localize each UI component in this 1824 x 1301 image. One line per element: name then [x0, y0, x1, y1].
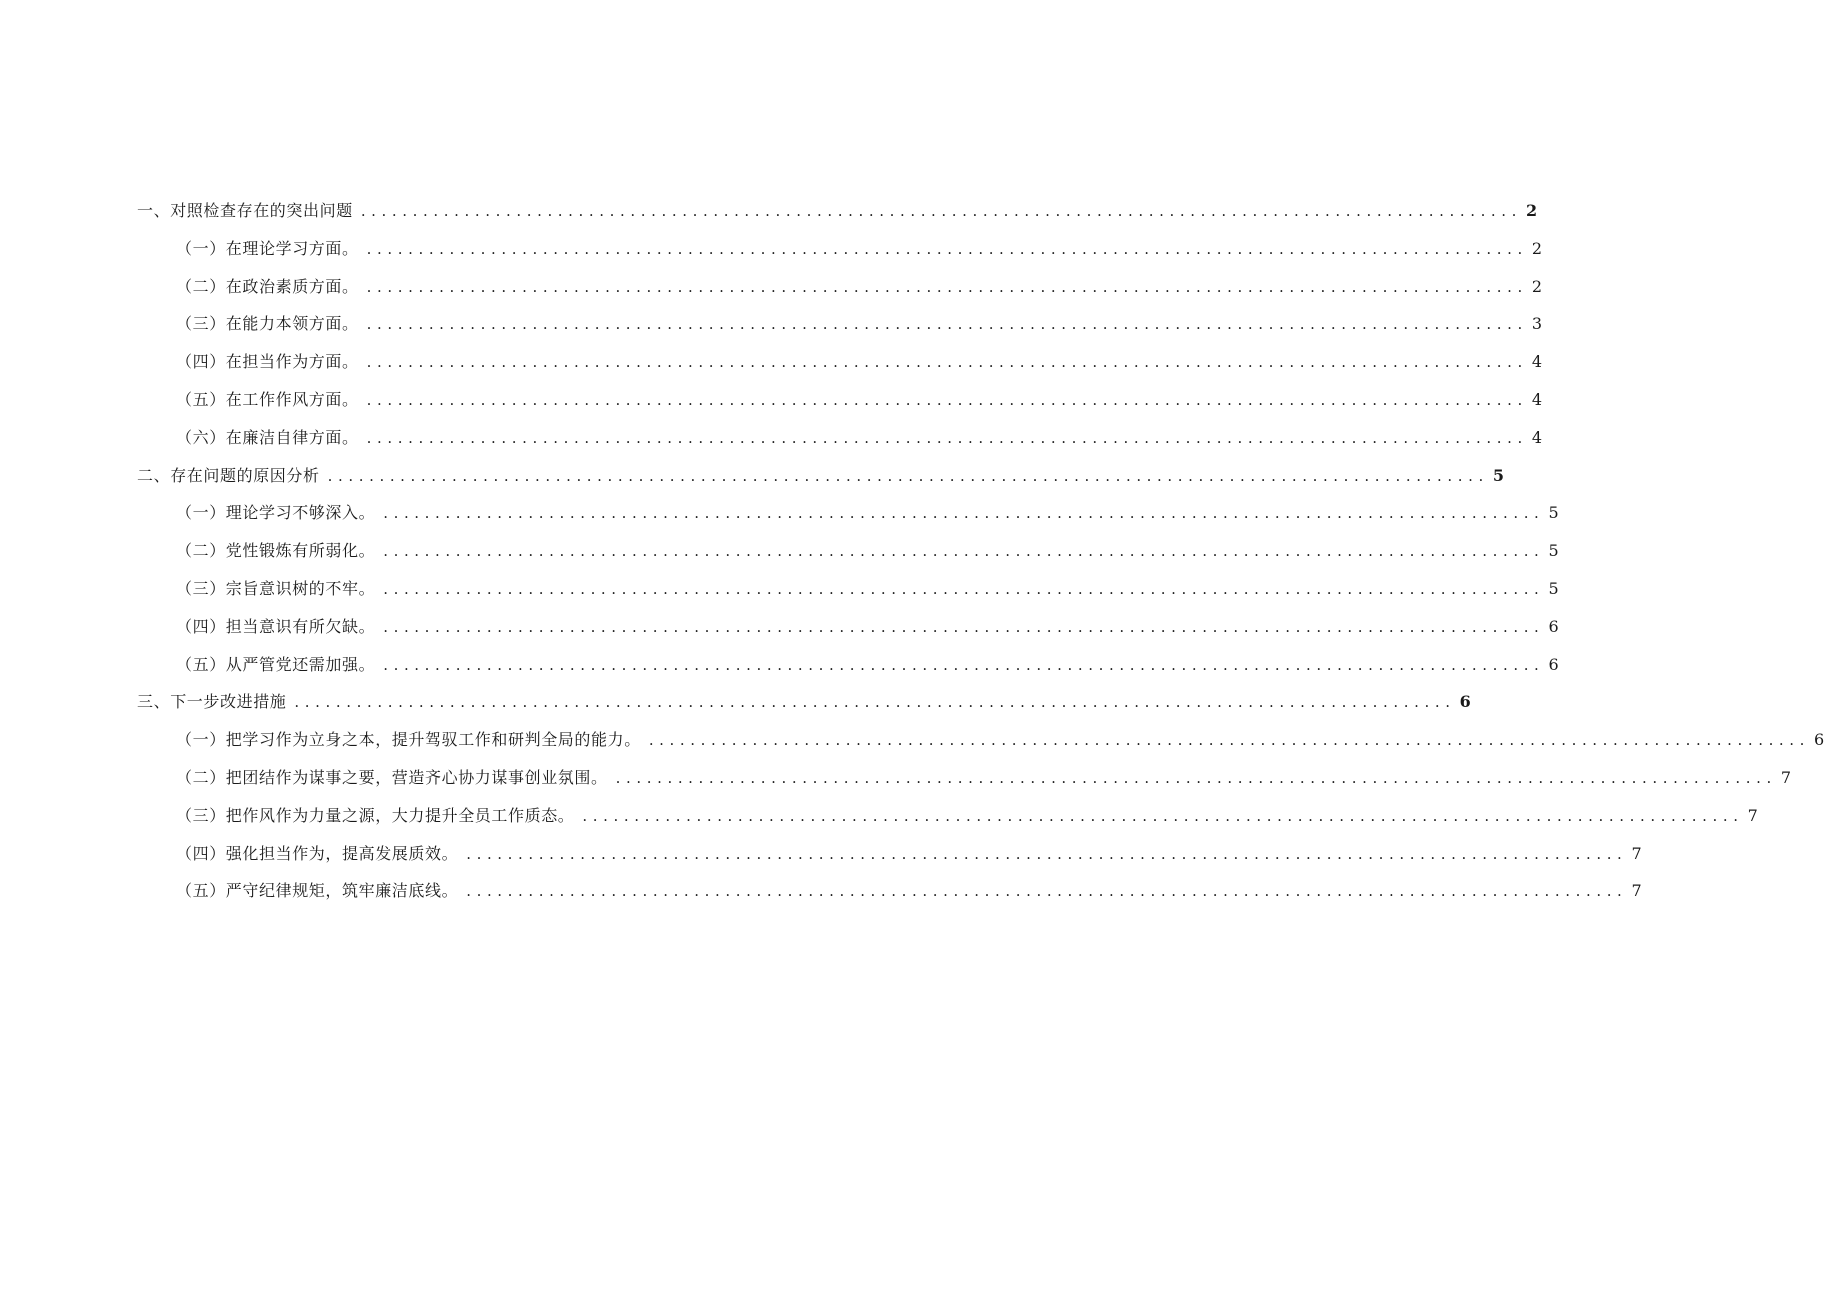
toc-entry-subsection[interactable]	[0, 652, 1559, 690]
toc-entry-page-number: 5	[1492, 465, 1504, 485]
toc-entry-page-number: 7	[1631, 843, 1642, 863]
toc-entry-label: 二、存在问题的原因分析	[137, 465, 320, 485]
toc-entry-page-number: 6	[1548, 616, 1559, 636]
dot-leader: ................................................................................................................	[366, 315, 1528, 334]
toc-entry-page-number: 4	[1531, 427, 1543, 447]
toc-entry-label: （四）强化担当作为，提高发展质效。	[176, 843, 459, 863]
toc-entry-page-number: 4	[1531, 352, 1543, 372]
dot-leader: ................................................................................................................	[366, 353, 1528, 372]
toc-entry-label: （一）在理论学习方面。	[176, 238, 359, 258]
toc-entry-label: （三）把作风作为力量之源，大力提升全员工作质态。	[176, 805, 575, 825]
toc-entry-label: （一）把学习作为立身之本，提升驾驭工作和研判全局的能力。	[176, 730, 641, 750]
toc-entry-label: （五）严守纪律规矩，筑牢廉洁底线。	[176, 881, 459, 901]
toc-entry-page-number: 7	[1780, 767, 1792, 787]
toc-entry-subsection[interactable]	[0, 576, 1559, 614]
dot-leader: ................................................................................................................	[383, 617, 1545, 636]
toc-entry-subsection[interactable]	[0, 614, 1559, 652]
toc-entry-label: （二）把团结作为谋事之要，营造齐心协力谋事创业氛围。	[176, 767, 608, 787]
dot-leader: ................................................................................................................	[360, 202, 1523, 220]
toc-entry-subsection[interactable]	[0, 387, 1543, 425]
toc-entry-subsection[interactable]	[0, 311, 1543, 349]
dot-leader: ................................................................................................................	[466, 844, 1628, 863]
toc-entry-label: （三）宗旨意识树的不牢。	[176, 578, 376, 598]
toc-entry-page-number: 6	[1459, 692, 1471, 712]
toc-entry-page-number: 6	[1814, 730, 1824, 750]
toc-entry-page-number: 2	[1531, 276, 1543, 296]
toc-entry-subsection[interactable]	[0, 274, 1543, 312]
dot-leader: ................................................................................................................	[648, 731, 1811, 750]
toc-entry-page-number: 2	[1526, 201, 1538, 220]
toc-entry-label: （二）在政治素质方面。	[176, 276, 359, 296]
toc-entry-label: （五）从严管党还需加强。	[176, 654, 376, 674]
toc-entry-page-number: 5	[1548, 541, 1559, 561]
toc-entry-label: （六）在廉洁自律方面。	[176, 427, 359, 447]
toc-entry-page-number: 5	[1548, 578, 1559, 598]
toc-entry-page-number: 3	[1531, 314, 1543, 334]
toc-entry-subsection[interactable]	[0, 841, 1642, 879]
toc-entry-label: （二）党性锻炼有所弱化。	[176, 541, 376, 561]
dot-leader: ................................................................................................................	[383, 579, 1545, 598]
dot-leader: ................................................................................................................	[582, 806, 1744, 825]
dot-leader: ................................................................................................................	[615, 768, 1777, 787]
toc-entry-label: 一、对照检查存在的突出问题	[137, 201, 353, 220]
toc-entry-subsection[interactable]	[0, 727, 1824, 765]
dot-leader: ................................................................................................................	[383, 504, 1545, 523]
toc-entry-subsection[interactable]	[0, 803, 1758, 841]
toc-entry-subsection[interactable]	[0, 538, 1559, 576]
toc-entry-page-number: 6	[1548, 654, 1559, 674]
toc-entry-subsection[interactable]	[0, 878, 1642, 916]
dot-leader: ................................................................................................................	[383, 542, 1545, 561]
toc-entry-page-number: 5	[1548, 503, 1559, 523]
toc-entry-page-number: 4	[1531, 389, 1543, 409]
toc-entry-page-number: 2	[1531, 238, 1543, 258]
toc-entry-label: 三、下一步改进措施	[137, 692, 287, 712]
toc-entry-subsection[interactable]	[0, 500, 1559, 538]
toc-entry-page-number: 7	[1747, 805, 1758, 825]
table-of-contents	[0, 198, 1824, 916]
toc-entry-section-2[interactable]	[0, 463, 1504, 501]
toc-entry-section-1[interactable]	[0, 198, 1538, 236]
dot-leader: ................................................................................................................	[327, 466, 1489, 485]
toc-entry-subsection[interactable]	[0, 425, 1543, 463]
toc-entry-label: （五）在工作作风方面。	[176, 389, 359, 409]
toc-entry-label: （四）在担当作为方面。	[176, 352, 359, 372]
toc-entry-label: （四）担当意识有所欠缺。	[176, 616, 376, 636]
toc-entry-page-number: 7	[1631, 881, 1642, 901]
dot-leader: ................................................................................................................	[294, 693, 1456, 712]
dot-leader: ................................................................................................................	[366, 390, 1528, 409]
toc-entry-label: （三）在能力本领方面。	[176, 314, 359, 334]
dot-leader: ................................................................................................................	[366, 239, 1528, 258]
dot-leader: ................................................................................................................	[383, 655, 1545, 674]
dot-leader: ................................................................................................................	[466, 882, 1628, 901]
toc-entry-subsection[interactable]	[0, 349, 1543, 387]
dot-leader: ................................................................................................................	[366, 277, 1528, 296]
toc-entry-subsection[interactable]	[0, 765, 1792, 803]
toc-entry-label: （一）理论学习不够深入。	[176, 503, 376, 523]
toc-entry-subsection[interactable]	[0, 236, 1543, 274]
toc-entry-section-3[interactable]	[0, 689, 1471, 727]
dot-leader: ................................................................................................................	[366, 428, 1528, 447]
